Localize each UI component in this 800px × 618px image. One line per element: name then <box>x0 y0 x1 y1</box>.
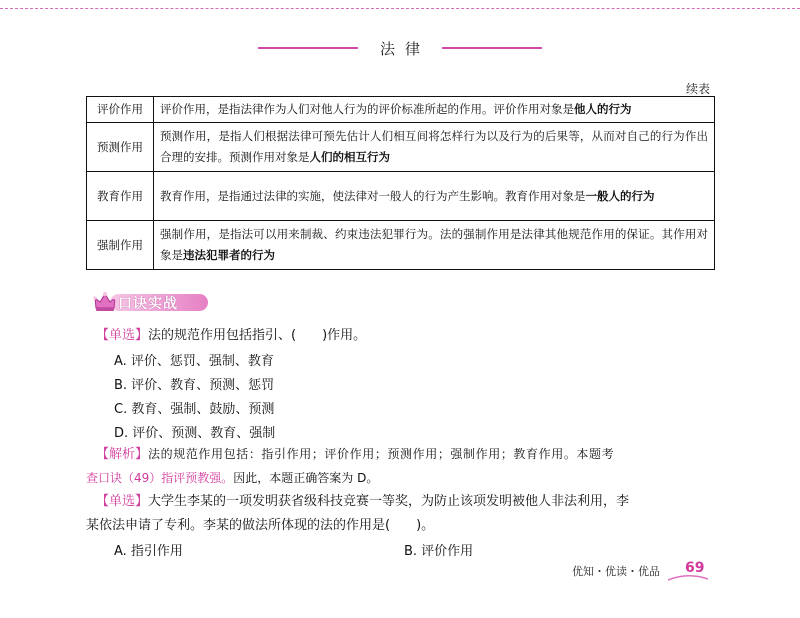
table-row <box>87 123 715 172</box>
table-row <box>87 97 715 123</box>
page-title: 法律 <box>379 39 430 58</box>
section-heading <box>92 290 242 314</box>
row-head: 强制作用 <box>87 221 154 270</box>
analysis-line-2: 查口诀（49）指评预教强。因此，本题正确答案为 D。 <box>86 471 379 485</box>
option-b: B. 评价作用 <box>404 544 474 559</box>
question-2-stem-cont: 某依法申请了专利。李某的做法所体现的法的作用是( )。 <box>86 518 435 533</box>
header-rule-left <box>258 47 358 49</box>
mnemonic-highlight: 查口诀（49）指评预教强。 <box>86 471 234 485</box>
crown-emblem-icon <box>92 290 118 314</box>
row-head: 教育作用 <box>87 172 154 221</box>
footer-slogan: 优知・优读・优品 <box>572 565 660 578</box>
page-number: 69 <box>685 560 705 576</box>
row-description: 教育作用，是指通过法律的实施，使法律对一般人的行为产生影响。教育作用对象是一般人的行为 <box>154 172 715 221</box>
row-object-bold: 他人的行为 <box>574 102 632 116</box>
row-object-bold: 人们的相互行为 <box>309 150 390 164</box>
header-rule-right <box>442 47 542 49</box>
page-header <box>0 38 800 58</box>
row-description: 评价作用，是指法律作为人们对他人行为的评价标准所起的作用。评价作用对象是他人的行为 <box>154 97 715 123</box>
continued-label: 续表 <box>685 82 710 96</box>
option-b: B. 评价、教育、预测、惩罚 <box>114 378 275 393</box>
option-c: C. 教育、强制、鼓励、预测 <box>114 402 275 417</box>
row-description: 预测作用，是指人们根据法律可预先估计人们相互间将怎样行为以及行为的后果等，从而对自己的行为作出合理的安排。预测作用对象是人们的相互行为 <box>154 123 715 172</box>
legal-function-table <box>86 96 715 270</box>
analysis-line-1: 【解析】法的规范作用包括：指引作用；评价作用；预测作用；强制作用；教育作用。本题考 <box>96 447 615 462</box>
option-a: A. 评价、惩罚、强制、教育 <box>114 354 274 369</box>
question-2-stem: 【单选】大学生李某的一项发明获省级科技竞赛一等奖，为防止该项发明被他人非法利用，李 <box>96 494 630 509</box>
table-row <box>87 221 715 270</box>
row-head: 预测作用 <box>87 123 154 172</box>
table-row <box>87 172 715 221</box>
question-tag: 【单选】 <box>96 494 149 509</box>
row-head: 评价作用 <box>87 97 154 123</box>
analysis-tag: 【解析】 <box>96 447 149 462</box>
option-a: A. 指引作用 <box>114 544 183 559</box>
question-tag: 【单选】 <box>96 328 149 343</box>
section-title: 口诀实战 <box>118 296 178 312</box>
row-object-bold: 违法犯罪者的行为 <box>183 248 275 262</box>
top-dashed-border <box>0 8 800 9</box>
row-description: 强制作用，是指法可以用来制裁、约束违法犯罪行为。法的强制作用是法律其他规范作用的保证。其作用对象是违法犯罪者的行为 <box>154 221 715 270</box>
page-footer <box>572 560 722 582</box>
row-object-bold: 一般人的行为 <box>585 188 655 203</box>
option-d: D. 评价、预测、教育、强制 <box>114 426 276 441</box>
question-1-stem: 【单选】法的规范作用包括指引、( )作用。 <box>96 328 367 343</box>
